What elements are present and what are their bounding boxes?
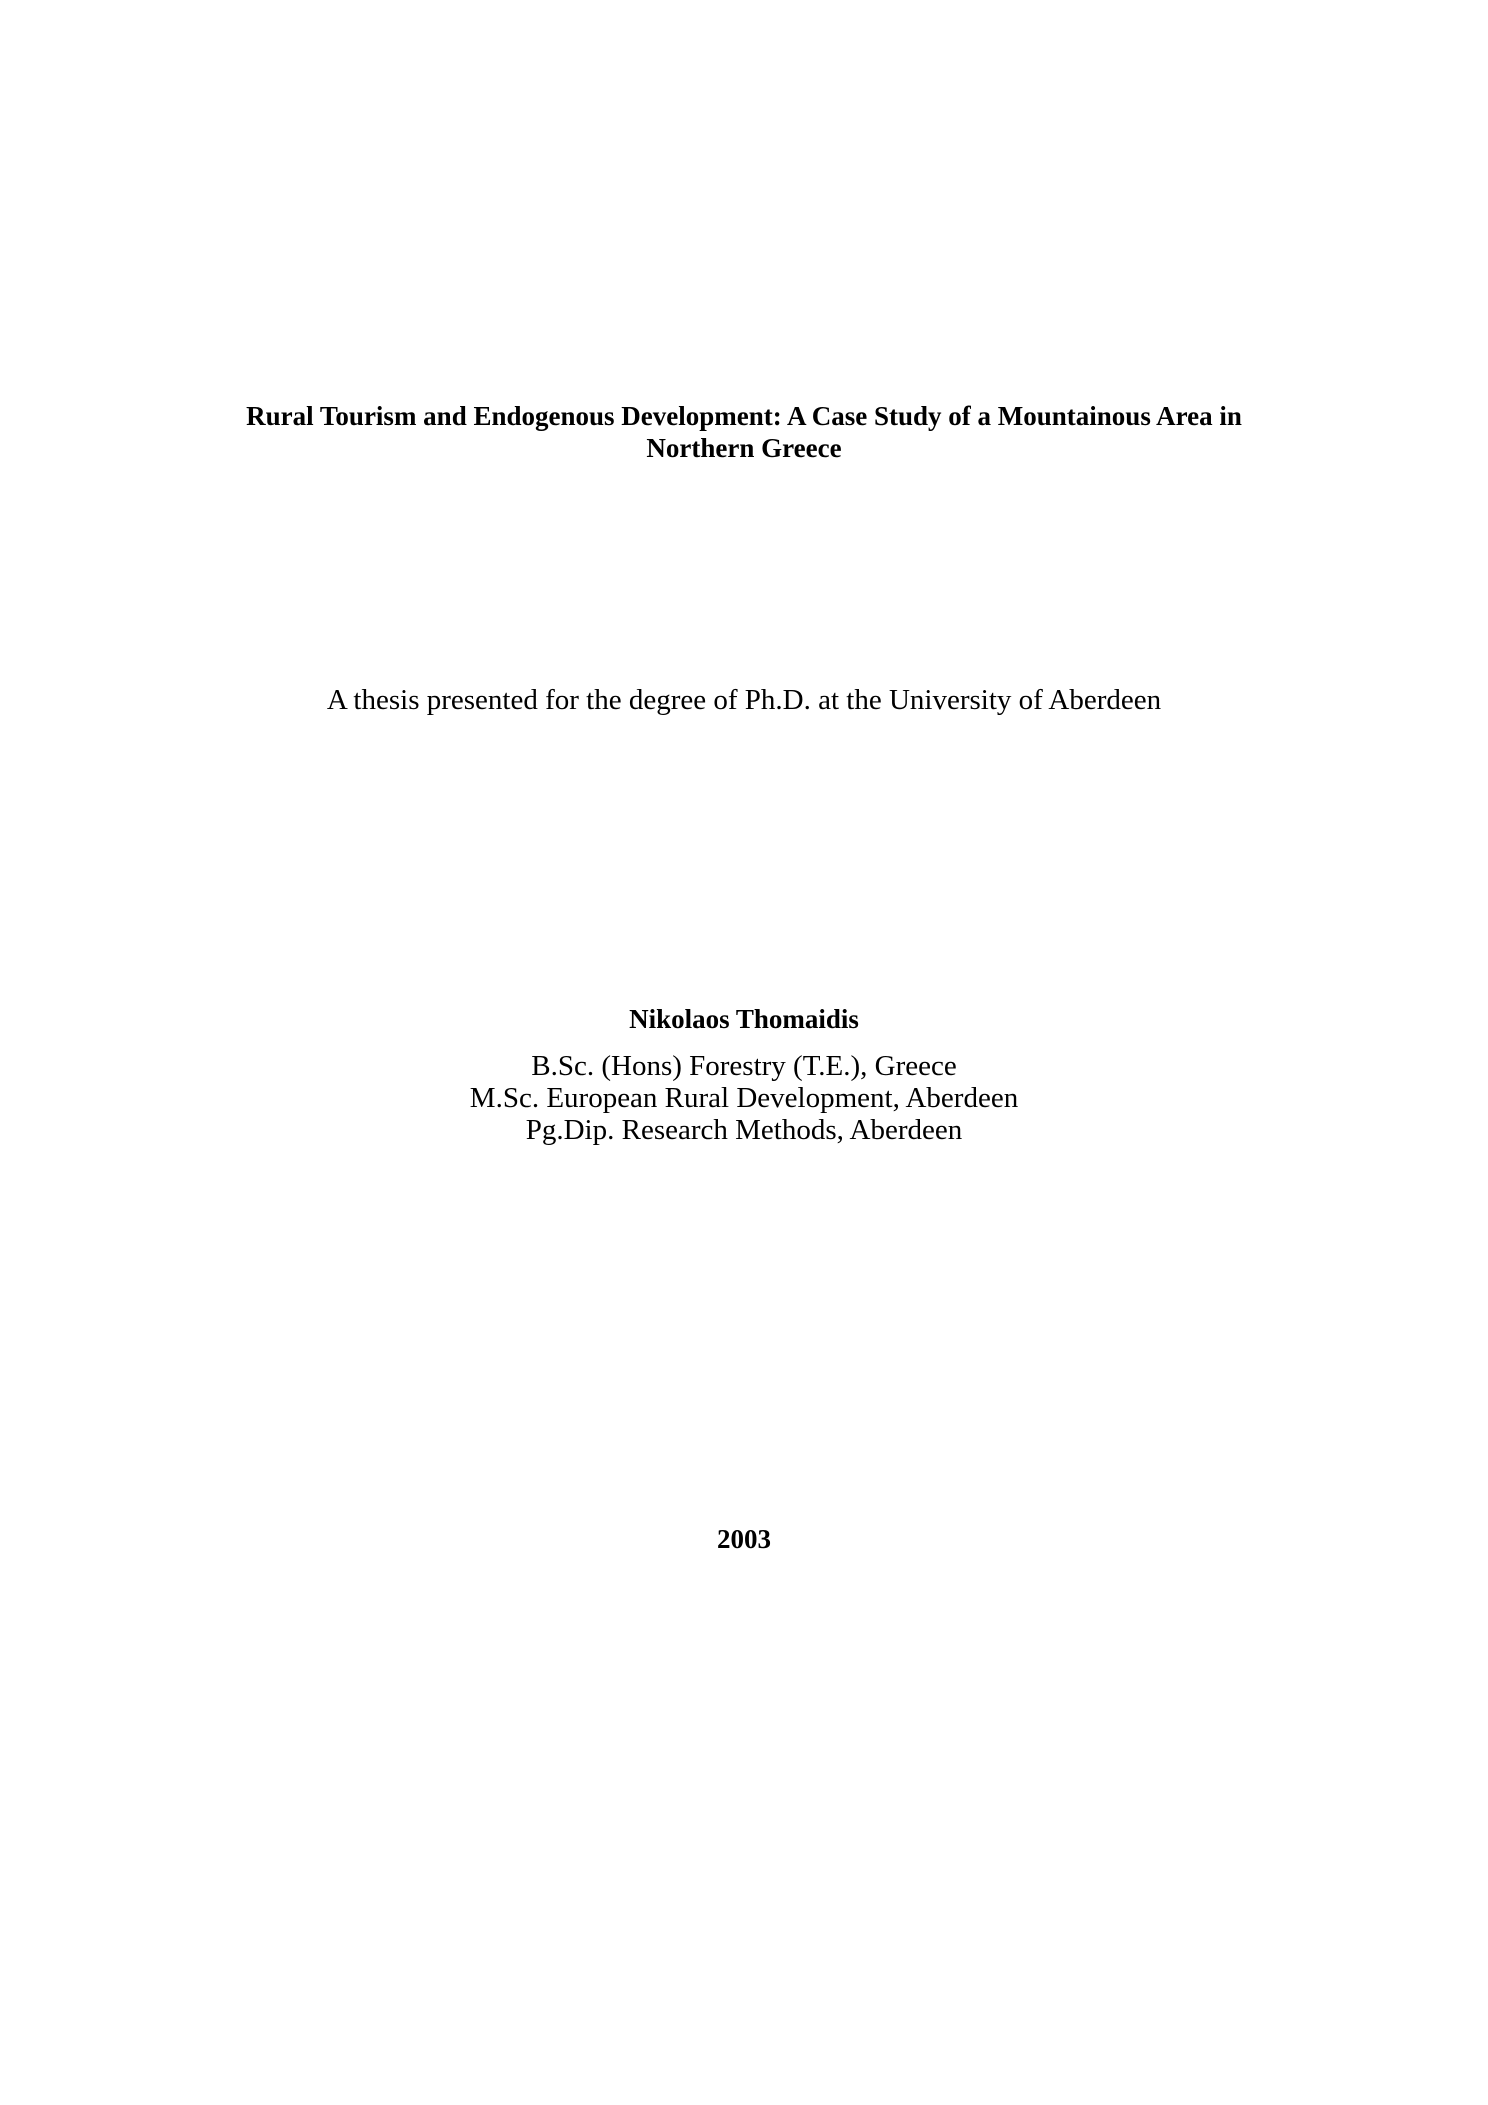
degree-line: Pg.Dip. Research Methods, Aberdeen — [525, 1114, 963, 1146]
author-name: Nikolaos Thomaidis — [629, 1004, 859, 1034]
thesis-title — [0, 400, 1488, 464]
degree-statement: A thesis presented for the degree of Ph.D. at the University of Aberdeen — [326, 684, 1162, 716]
degree-line: B.Sc. (Hons) Forestry (T.E.), Greece — [531, 1050, 957, 1082]
publication-year: 2003 — [717, 1524, 771, 1554]
author-degrees — [0, 1050, 1488, 1146]
thesis-title-line-2: Northern Greece — [646, 433, 842, 463]
degree-line: M.Sc. European Rural Development, Aberdeen — [469, 1082, 1019, 1114]
thesis-title-line-1: Rural Tourism and Endogenous Development: A Case Study of a Mountainous Area in — [246, 401, 1242, 431]
